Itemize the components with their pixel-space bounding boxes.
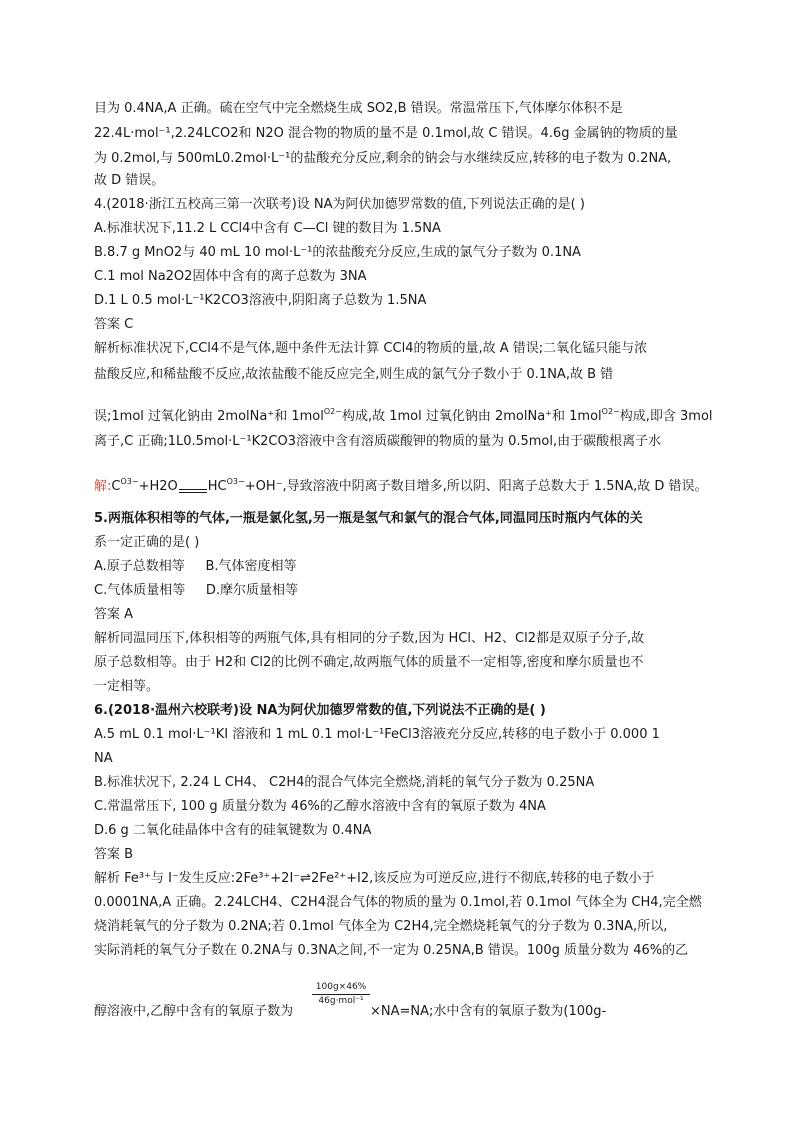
question-6-explanation: 解析 Fe³⁺与 I⁻发生反应:2Fe³⁺+2I⁻⇌2Fe²⁺+I2,该反应为可逆反应,进行不彻底,转移的电子数小于 bbox=[94, 871, 655, 886]
text-line: 故 D 错误。 bbox=[94, 173, 165, 188]
question-4-option-d: D.1 L 0.5 mol·L⁻¹K2CO3溶液中,阴阳离子总数为 1.5NA bbox=[94, 293, 427, 308]
question-4-explanation: 解析标准状况下,CCl4不是气体,题中条件无法计算 CCl4的物质的量,故 A 错误;二氧化锰只能与浓 bbox=[94, 341, 648, 356]
question-5-explanation: 解析同温同压下,体积相等的两瓶气体,具有相同的分子数,因为 HCl、H2、Cl2都是双原子分子,故 bbox=[94, 631, 645, 646]
question-6-option-a: NA bbox=[94, 751, 113, 766]
fraction-numerator: 100g×46% bbox=[315, 982, 367, 992]
reversible-arrow-icon bbox=[178, 483, 208, 491]
fraction-bar bbox=[312, 994, 370, 995]
carbonate-ion: O3− bbox=[120, 477, 139, 486]
question-4-option-a: A.标准状况下,11.2 L CCl4中含有 C—Cl 键的数目为 1.5NA bbox=[94, 221, 441, 236]
question-6-explanation: 实际消耗的氧气分子数在 0.2NA与 0.3NA之间,不一定为 0.25NA,B 错误。100g 质量分数为 46%的乙 bbox=[94, 943, 689, 958]
question-4-answer: 答案 C bbox=[94, 317, 134, 332]
question-6-option-d: D.6 g 二氧化硅晶体中含有的硅氧键数为 0.4NA bbox=[94, 823, 372, 838]
question-5-explanation: 一定相等。 bbox=[94, 679, 160, 694]
question-6-explanation: ×NA=NA;水中含有的氧原子数为(100g- bbox=[370, 1004, 607, 1019]
question-6-option-b: B.标准状况下, 2.24 L CH4、 C2H4的混合气体完全燃烧,消耗的氧气分子数为 0.25NA bbox=[94, 775, 595, 790]
question-4-explanation: 误;1mol 过氧化钠由 2molNa⁺和 1mol$^{O2-}$构成,故 1mol 过氧化钠由 2molNa⁺和 1mol$^{O2-}$构成,即含 3mol bbox=[94, 407, 713, 424]
question-6-option-a: A.5 mL 0.1 mol·L⁻¹KI 溶液和 1 mL 0.1 mol·L⁻¹FeCl3溶液充分反应,转移的电子数小于 0.000 1 bbox=[94, 727, 660, 742]
carbonate-ion: O3− bbox=[226, 477, 245, 486]
hydrolysis-equation: 解$:C^{O3-}+H2O$ $HC^{O3-}+OH^-$,导致溶液中阴离子数目增多,所以阴、阳离子总数大于 1.5NA,故 D 错误。 bbox=[94, 477, 708, 494]
question-6-explanation: 烧消耗氧气的分子数为 0.2NA;若 0.1mol 气体全为 C2H4,完全燃烧耗氧气的分子数为 0.3NA,所以, bbox=[94, 919, 668, 934]
question-6-explanation: 0.0001NA,A 正确。2.24LCH4、C2H4混合气体的物质的量为 0.1mol,若 0.1mol 气体全为 CH4,完全燃 bbox=[94, 895, 702, 910]
fraction-denominator: 46g·mol⁻¹ bbox=[318, 996, 364, 1006]
question-6-answer: 答案 B bbox=[94, 847, 134, 862]
question-4-stem: 4.(2018·浙江五校高三第一次联考)设 NA为阿伏加德罗常数的值,下列说法正确的是( ) bbox=[94, 197, 585, 212]
question-5-options: A.原子总数相等 B.气体密度相等 bbox=[94, 559, 297, 574]
question-5-stem: 系一定正确的是( ) bbox=[94, 535, 200, 550]
question-4-explanation: 盐酸反应,和稀盐酸不反应,故浓盐酸不能反应完全,则生成的氯气分子数小于 0.1NA,故 B 错 bbox=[94, 367, 614, 382]
question-6-explanation: 醇溶液中,乙醇中含有的氧原子数为 bbox=[94, 1004, 294, 1019]
peroxide-ion: O2− bbox=[601, 407, 620, 416]
question-5-explanation: 原子总数相等。由于 H2和 Cl2的比例不确定,故两瓶气体的质量不一定相等,密度和摩尔质量也不 bbox=[94, 655, 644, 670]
text-line: 目为 0.4NA,A 正确。硫在空气中完全燃烧生成 SO2,B 错误。常温常压下,气体摩尔体积不是 bbox=[94, 101, 623, 116]
question-5-stem: 5.两瓶体积相等的气体,一瓶是氯化氢,另一瓶是氢气和氯气的混合气体,同温同压时瓶内气体的关 bbox=[94, 511, 643, 526]
question-4-option-c: C.1 mol Na2O2固体中含有的离子总数为 3NA bbox=[94, 269, 367, 284]
question-4-option-b: B.8.7 g MnO2与 40 mL 10 mol·L⁻¹的浓盐酸充分反应,生成的氯气分子数为 0.1NA bbox=[94, 245, 581, 260]
question-5-options: C.气体质量相等 D.摩尔质量相等 bbox=[94, 583, 299, 598]
question-5-answer: 答案 A bbox=[94, 607, 134, 622]
question-6-stem: 6.(2018·温州六校联考)设 NA为阿伏加德罗常数的值,下列说法不正确的是( ) bbox=[94, 703, 546, 718]
peroxide-ion: O2− bbox=[323, 407, 342, 416]
text-line: 22.4L·mol⁻¹,2.24LCO2和 N2O 混合物的物质的量不是 0.1mol,故 C 错误。4.6g 金属钠的物质的量 bbox=[94, 126, 678, 141]
question-6-option-c: C.常温常压下, 100 g 质量分数为 46%的乙醇水溶液中含有的氧原子数为 4NA bbox=[94, 799, 546, 814]
question-4-explanation: 离子,C 正确;1L0.5mol·L⁻¹K2CO3溶液中含有溶质碳酸钾的物质的量为 0.5mol,由于碳酸根离子水 bbox=[94, 434, 662, 449]
text-line: 为 0.2mol,与 500mL0.2mol·L⁻¹的盐酸充分反应,剩余的钠会与水继续反应,转移的电子数为 0.2NA, bbox=[94, 151, 672, 166]
